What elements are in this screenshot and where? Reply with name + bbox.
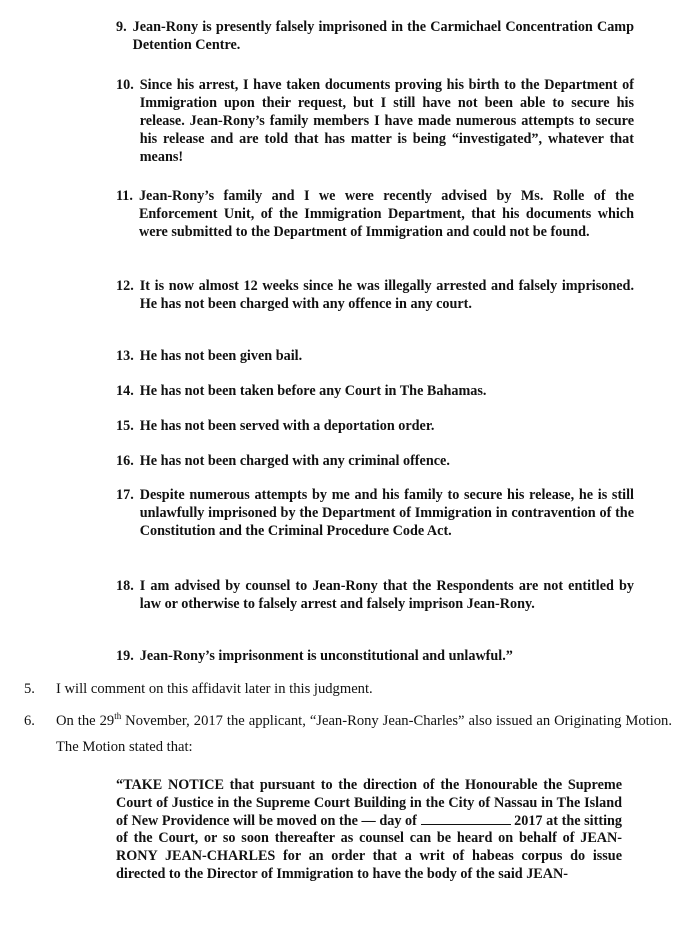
item-number: 13. — [116, 348, 134, 364]
quoted-item-13 — [116, 347, 634, 365]
item-text: Jean-Rony is presently falsely imprisoned in the Carmichael Concentration Camp Detention Centre. — [132, 19, 634, 53]
item-number: 11. — [116, 188, 133, 204]
item-number: 14. — [116, 383, 134, 399]
paragraph-6 — [24, 708, 672, 760]
paragraph-number: 5. — [24, 681, 35, 697]
item-text: Since his arrest, I have taken documents proving his birth to the Department of Immigration upon their request, but I still have not been able to secure his release. Jean-Rony’s family members I have made numerous attempts to secure his release and are told that has matter is being “investigated”, whatever that means! — [139, 77, 634, 165]
item-number: 17. — [116, 487, 134, 503]
take-notice-quote — [116, 777, 622, 884]
ordinal-suffix: th — [114, 711, 122, 722]
quoted-item-15 — [116, 417, 634, 435]
quoted-item-18 — [116, 577, 634, 613]
item-number: 18. — [116, 578, 134, 594]
paragraph-text — [56, 708, 672, 760]
item-number: 19. — [116, 648, 134, 664]
notice-text-start: “TAKE NOTICE that pursuant to the direction of the Honourable the Supreme Court of Justice in the Supreme Court Building in the City of Nassau in The Island of New Providence will be moved on the — day of — [116, 777, 622, 829]
item-text: He has not been taken before any Court in The Bahamas. — [139, 383, 487, 399]
quoted-item-14 — [116, 382, 634, 400]
notice-text-end: 2017 at the sitting of the Court, or so soon thereafter as counsel can be heard on behalf of JEAN-RONY JEAN-CHARLES for an order that a writ of habeas corpus do issue directed to the Director of Immigration to have the body of the said JEAN- — [116, 812, 622, 882]
item-number: 12. — [116, 278, 134, 294]
quoted-item-10 — [116, 76, 634, 166]
item-text: Jean-Rony’s family and I we were recently advised by Ms. Rolle of the Enforcement Unit, of the Immigration Department, that his documents which were submitted to the Department of Immigration and could not be found. — [138, 188, 634, 240]
paragraph-text-start: On the 29 — [56, 713, 115, 729]
item-text: He has not been given bail. — [139, 348, 303, 364]
paragraph-text: I will comment on this affidavit later in this judgment. — [56, 681, 373, 697]
item-text: It is now almost 12 weeks since he was illegally arrested and falsely imprisoned. He has not been charged with any offence in any court. — [139, 278, 634, 312]
item-number: 16. — [116, 453, 134, 469]
item-number: 10. — [116, 77, 134, 93]
quoted-item-11 — [116, 187, 634, 241]
quoted-item-17 — [116, 486, 634, 540]
item-text: He has not been served with a deportation order. — [139, 418, 435, 434]
paragraph-number: 6. — [24, 713, 35, 729]
item-text: Despite numerous attempts by me and his family to secure his release, he is still unlawfully imprisoned by the Department of Immigration in contravention of the Constitution and the Criminal Procedure Code Act. — [139, 487, 634, 539]
paragraph-5 — [24, 676, 672, 702]
date-blank-line — [421, 813, 511, 825]
quoted-item-19 — [116, 647, 634, 665]
item-text: I am advised by counsel to Jean-Rony that the Respondents are not entitled by law or otherwise to falsely arrest and falsely imprison Jean-Rony. — [139, 578, 634, 612]
item-text: Jean-Rony’s imprisonment is unconstitutional and unlawful.” — [139, 648, 513, 664]
quoted-item-16 — [116, 452, 634, 470]
paragraph-text-end: November, 2017 the applicant, “Jean-Rony Jean-Charles” also issued an Originating Motion. The Motion stated that: — [56, 713, 672, 755]
quoted-item-12 — [116, 277, 634, 313]
item-number: 15. — [116, 418, 134, 434]
quoted-item-9 — [116, 18, 634, 54]
item-text: He has not been charged with any criminal offence. — [139, 453, 450, 469]
item-number: 9. — [116, 19, 127, 35]
